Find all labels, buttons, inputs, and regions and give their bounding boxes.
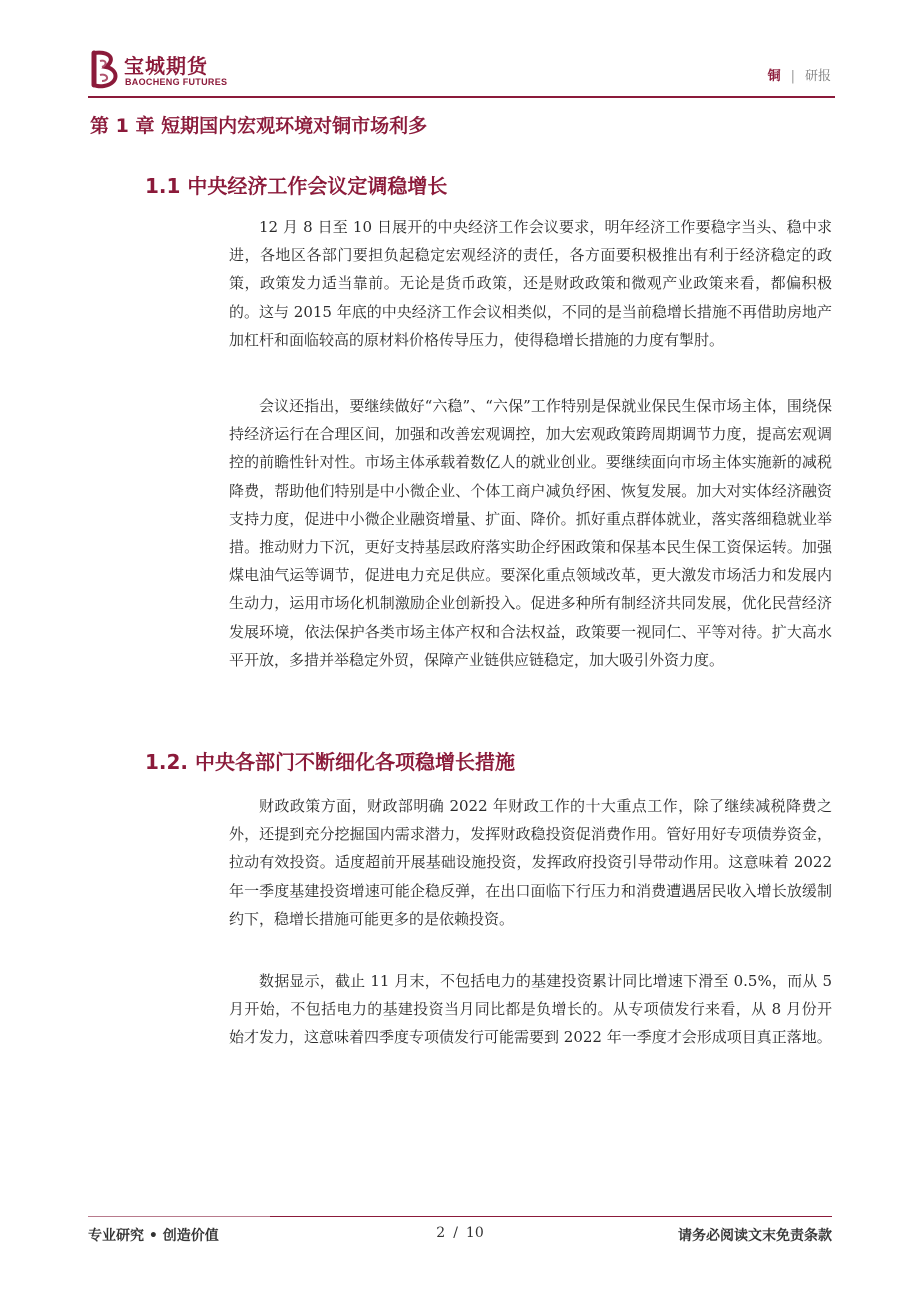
logo-english-name: BAOCHENG FUTURES xyxy=(125,77,228,87)
paragraph-1-2-a: 财政政策方面，财政部明确 2022 年财政工作的十大重点工作，除了继续减税降费之外，还提到充分挖掘国内需求潜力，发挥财政稳投资促消费作用。管好用好专项债券资金，拉动有效投资。适度超前开展基础设施投资，发挥政府投资引导带动作用。这意味着 2022 年一季度基建投资增速可能企稳反弹，在出口面临下行压力和消费遭遇居民收入增长放缓制约下，稳增长措施可能更多的是依赖投资。 xyxy=(229,797,832,928)
report-category xyxy=(768,65,831,84)
header-divider xyxy=(88,96,835,98)
section-title-1-1: 1.1 中央经济工作会议定调稳增长 xyxy=(145,174,448,198)
section-title-1-2: 1.2. 中央各部门不断细化各项稳增长措施 xyxy=(145,750,515,774)
product-label: 铜 xyxy=(767,69,781,84)
paragraph-1-1-b: 会议还指出，要继续做好“六稳”、“六保”工作特别是保就业保民生保市场主体，围绕保持经济运行在合理区间，加强和改善宏观调控，加大宏观政策跨周期调节力度，提高宏观调控的前瞻性针对性。市场主体承载着数亿人的就业创业。要继续面向市场主体实施新的减税降费，帮助他们特别是中小微企业、个体工商户减负纾困、恢复发展。加大对实体经济融资支持力度，促进中小微企业融资增量、扩面、降价。抓好重点群体就业，落实落细稳就业举措。推动财力下沉，更好支持基层政府落实助企纾困政策和保基本民生保工资保运转。加强煤电油气运等调节，促进电力充足供应。要深化重点领域改革，更大激发市场活力和发展内生动力，运用市场化机制激励企业创新投入。促进多种所有制经济共同发展，优化民营经济发展环境，依法保护各类市场主体产权和合法权益，政策要一视同仁、平等对待。扩大高水平开放，多措并举稳定外贸，保障产业链供应链稳定，加大吸引外资力度。 xyxy=(229,397,832,669)
header-separator: | xyxy=(790,69,795,84)
page-separator: / xyxy=(453,1225,458,1241)
page-current: 2 xyxy=(436,1225,446,1241)
footer-disclaimer-note: 请务必阅读文末免责条款 xyxy=(678,1228,832,1244)
chapter-title: 第 1 章 短期国内宏观环境对铜市场利多 xyxy=(90,115,428,137)
logo-chinese-name: 宝城期货 xyxy=(124,54,208,78)
baocheng-logo-mark-icon xyxy=(88,49,122,89)
baocheng-logo xyxy=(88,46,238,94)
page-header xyxy=(88,46,835,94)
paragraph-1-1-a: 12 月 8 日至 10 日展开的中央经济工作会议要求，明年经济工作要稳字当头、稳中求进，各地区各部门要担负起稳定宏观经济的责任，各方面要积极推出有利于经济稳定的政策，政策发力适当靠前。无论是货币政策，还是财政政策和微观产业政策来看，都偏积极的。这与 2015 年底的中央经济工作会议相类似，不同的是当前稳增长措施不再借助房地产加杠杆和面临较高的原材料价格传导压力，使得稳增长措施的力度有掣肘。 xyxy=(229,218,832,349)
footer-slogan: 专业研究 • 创造价值 xyxy=(88,1228,219,1244)
footer-divider xyxy=(270,1216,832,1217)
paragraph-1-2-b: 数据显示，截止 11 月末，不包括电力的基建投资累计同比增速下滑至 0.5%，而从 5 月开始，不包括电力的基建投资当月同比都是负增长的。从专项债发行来看，从 8 月份开始才发力，这意味着四季度专项债发行可能需要到 2022 年一季度才会形成项目真正落地。 xyxy=(229,972,832,1047)
report-type-label: 研报 xyxy=(804,69,831,84)
page-total: 10 xyxy=(465,1225,484,1241)
